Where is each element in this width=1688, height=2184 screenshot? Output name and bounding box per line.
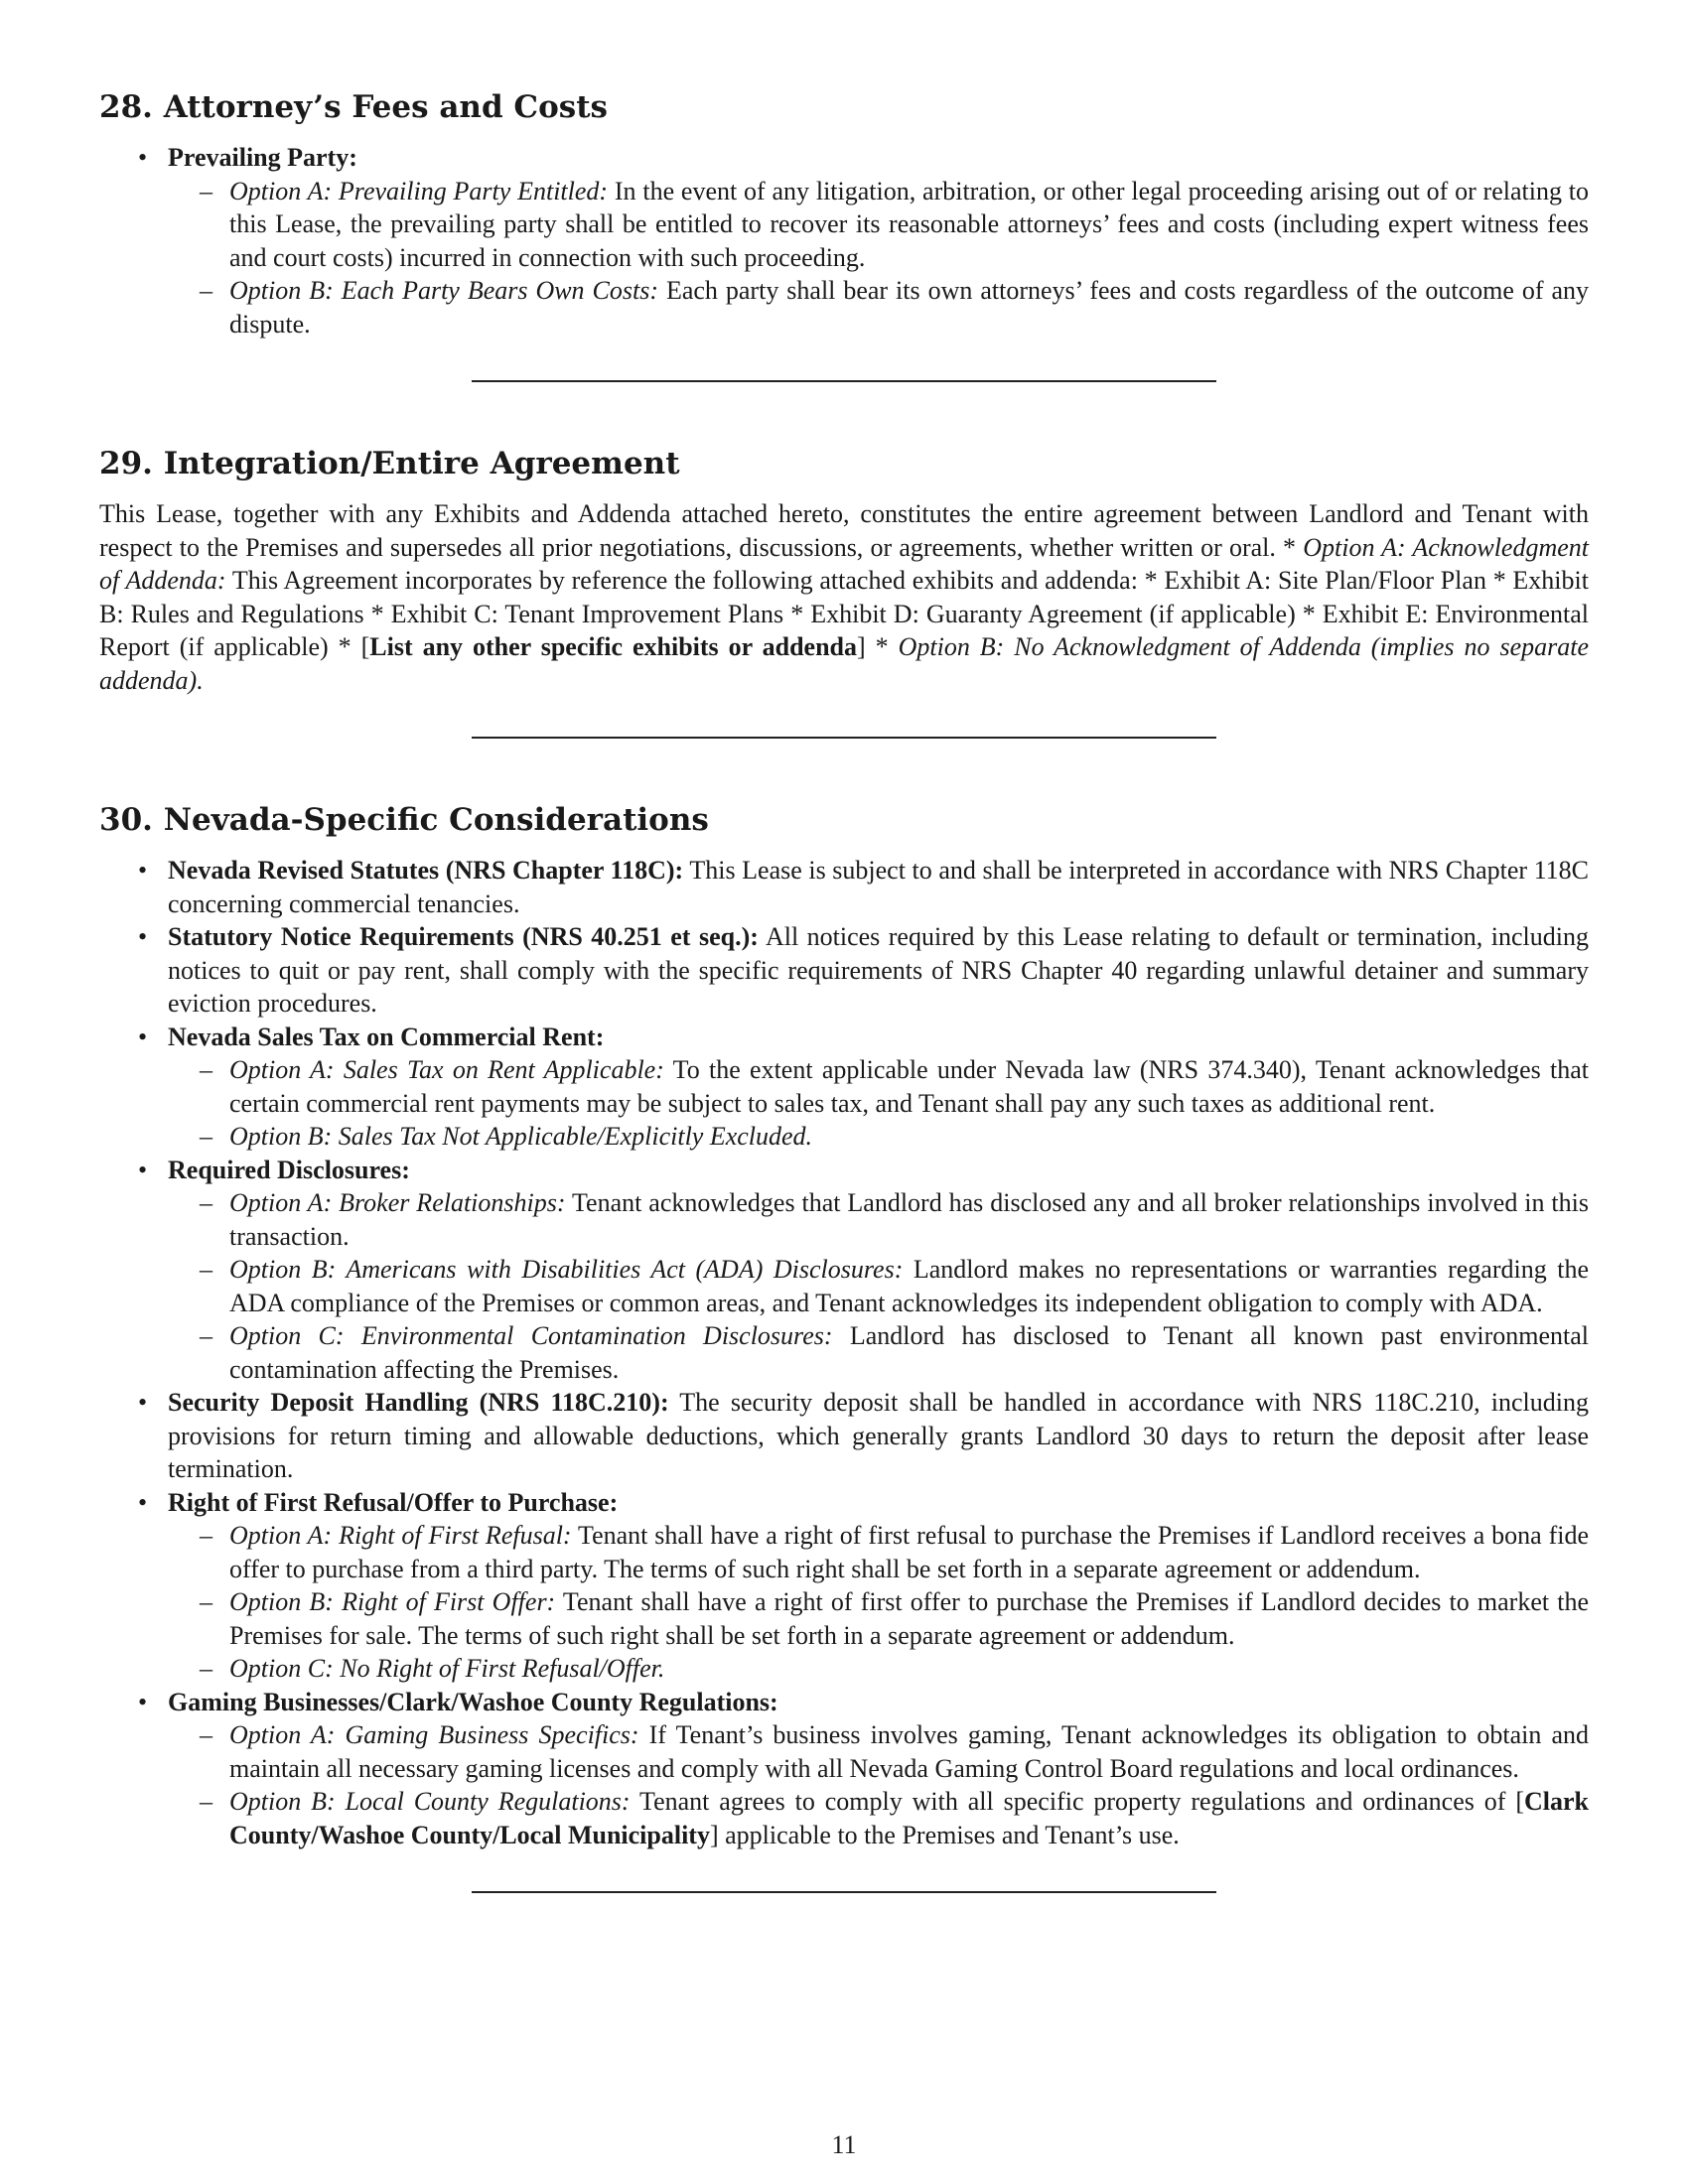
option-label: Option B: Right of First Offer: bbox=[229, 1587, 556, 1616]
option-item bbox=[229, 1319, 1589, 1386]
option-label: Option B: Americans with Disabilities Act (ADA) Disclosures: bbox=[229, 1255, 904, 1284]
paragraph-text: This Lease, together with any Exhibits and Addenda attached hereto, constitutes the entire agreement between Landlord and Tenant with respect to the Premises and supersedes all prior negotiations, discussions, or agreements, whether written or oral. * bbox=[99, 499, 1589, 562]
item-label: Right of First Refusal/Offer to Purchase: bbox=[168, 1487, 619, 1517]
item-label: Nevada Sales Tax on Commercial Rent: bbox=[168, 1022, 605, 1051]
option-label: Option A: Gaming Business Specifics: bbox=[229, 1720, 639, 1749]
option-item bbox=[229, 1253, 1589, 1319]
list-item-prevailing-party bbox=[168, 141, 1589, 341]
list-item-right-of-first-refusal bbox=[168, 1486, 1589, 1686]
list-item-statutory-notice bbox=[168, 920, 1589, 1021]
list-item-gaming bbox=[168, 1686, 1589, 1852]
option-list bbox=[168, 175, 1589, 341]
page-number: 11 bbox=[831, 2130, 857, 2159]
option-item bbox=[229, 1585, 1589, 1652]
option-item bbox=[229, 1186, 1589, 1253]
option-item bbox=[229, 1053, 1589, 1120]
option-item bbox=[229, 1652, 1589, 1686]
option-label: Option C: No Right of First Refusal/Offer. bbox=[229, 1654, 665, 1683]
option-label: Option B: Sales Tax Not Applicable/Explicitly Excluded. bbox=[229, 1122, 813, 1151]
bullet-list bbox=[99, 141, 1589, 341]
option-label: Option A: Acknowledgment of Addenda: bbox=[99, 532, 1589, 595]
section-29 bbox=[99, 444, 1589, 697]
section-heading: 30. Nevada-Specific Considerations bbox=[99, 802, 709, 838]
option-label: Option B: No Acknowledgment of Addenda (implies no separate addenda). bbox=[99, 632, 1590, 695]
option-item bbox=[229, 1519, 1589, 1585]
item-text: All notices required by this Lease relating to default or termination, including notices to quit or pay rent, shall comply with the specific requirements of NRS Chapter 40 regarding unlawful detainer and summary eviction procedures. bbox=[168, 922, 1589, 1018]
section-28 bbox=[99, 87, 1589, 341]
option-label: Option B: Each Party Bears Own Costs: bbox=[229, 276, 658, 305]
option-text: If Tenant’s business involves gaming, Tenant acknowledges its obligation to obtain and maintain all necessary gaming licenses and comply with all Nevada Gaming Control Board regulations and local ordinances. bbox=[229, 1720, 1590, 1783]
list-item-nrs-118c bbox=[168, 854, 1589, 920]
item-label: Gaming Businesses/Clark/Washoe County Regulations: bbox=[168, 1687, 778, 1716]
option-list bbox=[168, 1053, 1589, 1154]
item-text: The security deposit shall be handled in accordance with NRS 118C.210, including provisions for return timing and allowable deductions, which generally grants Landlord 30 days to return the deposit after lease termination. bbox=[168, 1388, 1590, 1483]
option-label: Option B: Local County Regulations: bbox=[229, 1787, 631, 1816]
option-text: Landlord makes no representations or warranties regarding the ADA compliance of the Premises or common areas, and Tenant acknowledges its independent obligation to comply with ADA. bbox=[229, 1255, 1589, 1317]
item-label: Nevada Revised Statutes (NRS Chapter 118C): bbox=[168, 856, 684, 885]
list-item-disclosures bbox=[168, 1154, 1589, 1387]
item-text: This Lease is subject to and shall be interpreted in accordance with NRS Chapter 118C concerning commercial tenancies. bbox=[168, 856, 1590, 918]
section-heading: 28. Attorney’s Fees and Costs bbox=[99, 89, 608, 125]
option-text: To the extent applicable under Nevada law (NRS 374.340), Tenant acknowledges that certain commercial rent payments may be subject to sales tax, and Tenant shall pay any such taxes as additional rent. bbox=[229, 1055, 1589, 1118]
section-heading: 29. Integration/Entire Agreement bbox=[99, 446, 680, 481]
item-label: Prevailing Party: bbox=[168, 143, 357, 172]
option-item bbox=[229, 175, 1589, 275]
option-text: Tenant acknowledges that Landlord has disclosed any and all broker relationships involved in this transaction. bbox=[229, 1188, 1589, 1251]
integration-paragraph bbox=[99, 497, 1589, 697]
option-item bbox=[229, 1718, 1589, 1785]
item-label: Statutory Notice Requirements (NRS 40.251 et seq.): bbox=[168, 922, 759, 951]
bullet-list bbox=[99, 854, 1589, 1851]
option-text: ] applicable to the Premises and Tenant’s use. bbox=[709, 1820, 1180, 1849]
option-text: Tenant shall have a right of first offer to purchase the Premises if Landlord decides to market the Premises for sale. The terms of such right shall be set forth in a separate agreement or addendum. bbox=[229, 1587, 1590, 1650]
placeholder-text: Clark County/Washoe County/Local Municipality bbox=[229, 1787, 1589, 1849]
list-item-security-deposit bbox=[168, 1386, 1589, 1486]
item-label: Required Disclosures: bbox=[168, 1155, 410, 1184]
paragraph-text: This Agreement incorporates by reference the following attached exhibits and addenda: * Exhibit A: Site Plan/Floor Plan * Exhibit B: Rules and Regulations * Exhibit C: Tenant Improvement Plans * Exhibit D: Guaranty Agreement (if applicable) * Exhibit E: Environmental Report (if applicable) * [ bbox=[99, 566, 1589, 661]
option-label: Option A: Right of First Refusal: bbox=[229, 1521, 572, 1550]
option-text: In the event of any litigation, arbitration, or other legal proceeding arising out of or relating to this Lease, the prevailing party shall be entitled to recover its reasonable attorneys’ fees and costs (including expert witness fees and court costs) incurred in connection with such proceeding. bbox=[229, 176, 1589, 272]
option-label: Option A: Sales Tax on Rent Applicable: bbox=[229, 1055, 664, 1084]
option-label: Option A: Prevailing Party Entitled: bbox=[229, 176, 609, 205]
option-label: Option C: Environmental Contamination Disclosures: bbox=[229, 1321, 833, 1350]
option-text: Each party shall bear its own attorneys’ fees and costs regardless of the outcome of any dispute. bbox=[229, 276, 1590, 339]
option-item bbox=[229, 1120, 1589, 1154]
list-item-sales-tax bbox=[168, 1021, 1589, 1154]
option-text: Landlord has disclosed to Tenant all known past environmental contamination affecting the Premises. bbox=[229, 1321, 1589, 1384]
option-text: Tenant agrees to comply with all specific property regulations and ordinances of [ bbox=[630, 1787, 1524, 1816]
document-body bbox=[99, 87, 1589, 1955]
paragraph-text: ] * bbox=[857, 632, 899, 661]
option-list bbox=[168, 1519, 1589, 1686]
option-list bbox=[168, 1186, 1589, 1386]
item-label: Security Deposit Handling (NRS 118C.210): bbox=[168, 1388, 669, 1417]
section-30 bbox=[99, 800, 1589, 1851]
section-divider bbox=[472, 380, 1216, 382]
option-list bbox=[168, 1718, 1589, 1851]
option-item bbox=[229, 1785, 1589, 1851]
option-text: Tenant shall have a right of first refusal to purchase the Premises if Landlord receives a bona fide offer to purchase from a third party. The terms of such right shall be set forth in a separate agreement or addendum. bbox=[229, 1521, 1590, 1583]
option-label: Option A: Broker Relationships: bbox=[229, 1188, 566, 1217]
section-divider bbox=[472, 1891, 1216, 1893]
option-item bbox=[229, 274, 1589, 341]
section-divider bbox=[472, 737, 1216, 739]
placeholder-text: List any other specific exhibits or addenda bbox=[369, 632, 858, 661]
